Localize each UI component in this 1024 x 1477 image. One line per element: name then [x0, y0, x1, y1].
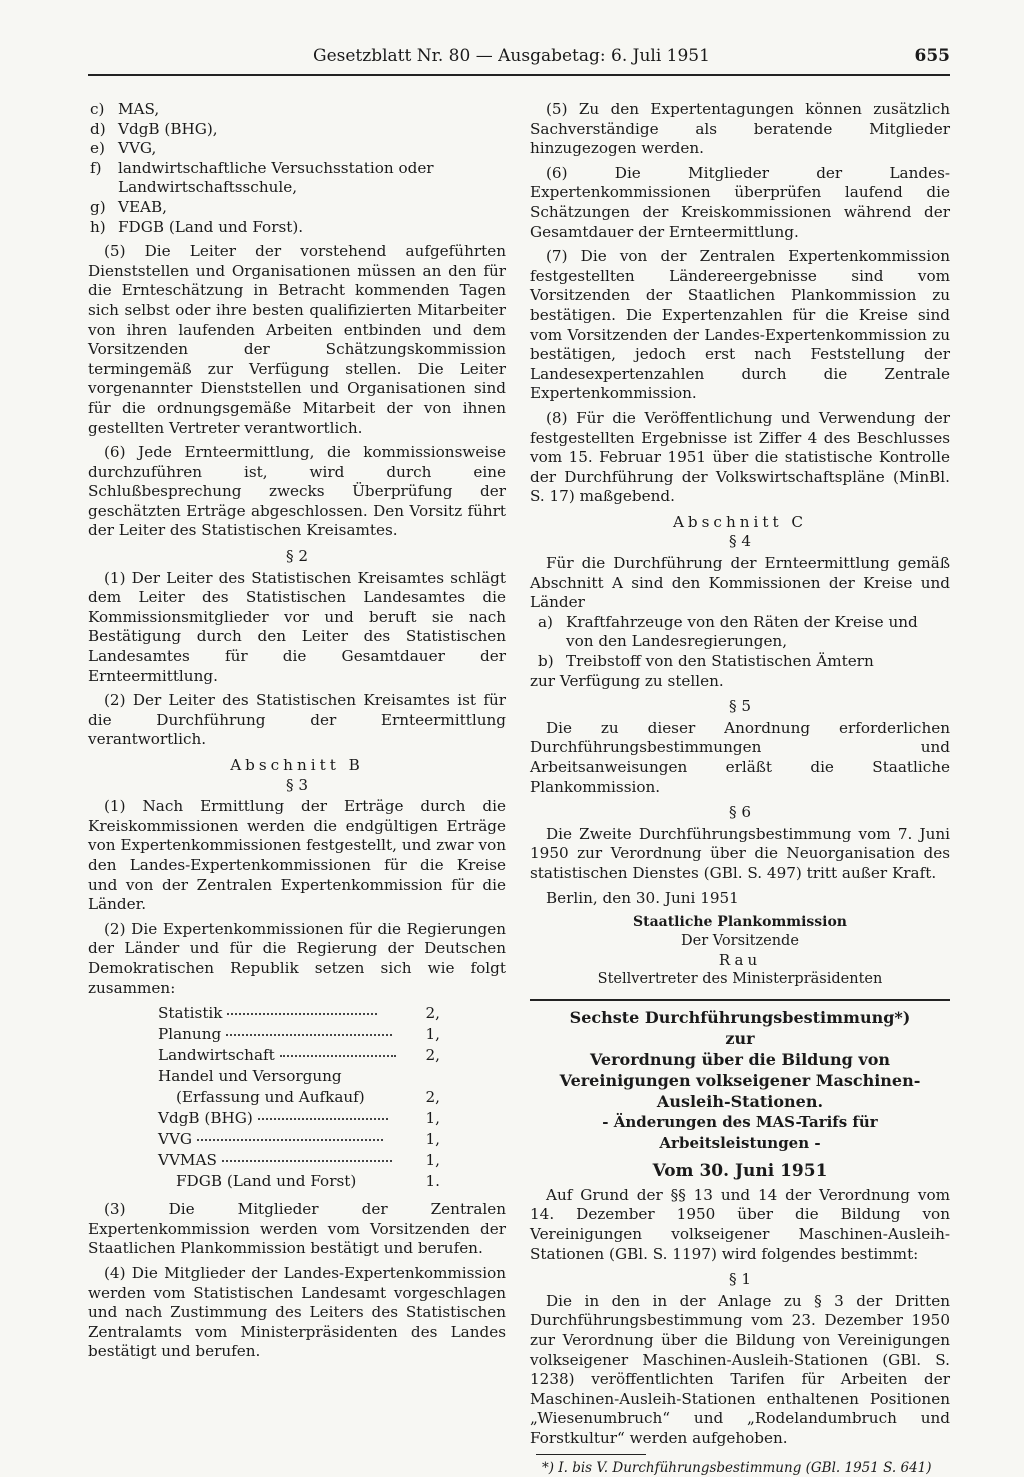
leader-dots — [222, 1160, 392, 1162]
table-label: Planung — [158, 1025, 222, 1044]
table-row — [158, 1087, 440, 1108]
leader-dots — [258, 1118, 388, 1120]
list-text: Treibstoff von den Statistischen Ämtern — [566, 652, 874, 671]
table-row — [158, 1024, 440, 1045]
table-row — [158, 1003, 440, 1024]
signature-block — [530, 913, 950, 989]
table-label: VVG — [158, 1130, 193, 1149]
section-3-paragraph-3: (3) Die Mitglieder der Zentralen Expertenkommission werden vom Vorsitzenden der Staatlichen Plankommission bestätigt und berufen. — [88, 1200, 506, 1258]
section-5-heading: § 5 — [728, 697, 752, 716]
table-value: 1, — [425, 1025, 440, 1044]
list-item — [88, 100, 506, 120]
list-mark: h) — [90, 217, 106, 236]
table-label: FDGB (Land und Forst) — [176, 1172, 357, 1191]
list-item — [530, 652, 950, 672]
section-3-paragraph-4: (4) Die Mitglieder der Landes-Expertenkommission werden vom Statistischen Landesamt vorgeschlagen und nach Zustimmung des Leiters des Statistischen Zentralamts vom Ministerpräsidenten des Landes bestätigt und berufen. — [88, 1263, 506, 1361]
list-text: VEAB, — [118, 197, 168, 216]
list-text: FDGB (Land und Forst). — [118, 217, 304, 236]
table-label: Handel und Versorgung — [158, 1067, 342, 1086]
paragraph-5: (5) Die Leiter der vorstehend aufgeführten Dienststellen und Organisationen müssen an den für die Ernteschätzung in Betracht kommenden Tagen sich selbst oder ihre besten qualifizierten Mitarbeiter von ihren laufenden Arbeiten entbinden und dem Vorsitzenden der Schätzungskommission termingemäß zur Verfügung stellen. Die Leiter vorgenannter Dienststellen und Organisationen sind für die ordnungsgemäße Mitarbeit der von ihnen gestellten Vertreter verantwortlich. — [88, 242, 506, 437]
place-and-date: Berlin, den 30. Juni 1951 — [546, 888, 739, 907]
section-5-paragraph: Die zu dieser Anordnung erforderlichen Durchführungsbestimmungen und Arbeitsanweisungen erläßt die Staatliche Plankommission. — [530, 718, 950, 796]
signature-title: Der Vorsitzende — [681, 933, 799, 950]
table-value: 1, — [425, 1130, 440, 1149]
list-mark: e) — [90, 139, 105, 158]
list-item — [88, 120, 506, 140]
table-label: (Erfassung und Aufkauf) — [176, 1088, 365, 1107]
list-mark: g) — [90, 197, 106, 216]
table-row — [158, 1108, 440, 1129]
table-value: 1. — [425, 1172, 440, 1191]
ordinance-intro: Auf Grund der §§ 13 und 14 der Verordnung vom 14. Dezember 1950 über die Bildung von Vereinigungen volkseigener Maschinen-Ausleih-Stationen (GBl. S. 1197) wird folgendes bestimmt: — [530, 1185, 950, 1263]
signature-organization: Staatliche Plankommission — [633, 914, 847, 931]
section-3-heading: § 3 — [285, 775, 309, 794]
ordinance-title-line-4: - Änderungen des MAS-Tarifs für Arbeitsleistungen - — [602, 1113, 878, 1153]
list-mark: a) — [538, 612, 553, 631]
leader-dots — [280, 1055, 396, 1057]
table-value: 2, — [425, 1004, 440, 1023]
section-4-paragraph: Für die Durchführung der Ernteermittlung gemäß Abschnitt A sind den Kommissionen der Kreise und Länder — [530, 554, 950, 612]
gazette-header: Gesetzblatt Nr. 80 — Ausgabetag: 6. Juli 1951 — [313, 46, 710, 66]
table-row — [158, 1171, 440, 1192]
paragraph-5-experts: (5) Zu den Expertentagungen können zusätzlich Sachverständige als beratende Mitglieder hinzugezogen werden. — [530, 100, 950, 158]
leader-dots — [197, 1139, 383, 1141]
table-row — [158, 1129, 440, 1150]
section-6-heading: § 6 — [728, 803, 752, 822]
section-divider — [530, 999, 950, 1001]
left-column — [88, 100, 506, 1367]
footnote-rule — [536, 1454, 646, 1455]
list-mark: b) — [538, 652, 554, 671]
ordinance-title-line-2: zur — [725, 1029, 755, 1049]
section-3-paragraph-1: (1) Nach Ermittlung der Erträge durch die Kreiskommissionen werden die endgültigen Erträge von Expertenkommissionen festgestellt, und zwar von den Landes-Expertenkommissionen für die Kreise und von der Zentralen Expertenkommission für die Länder. — [88, 797, 506, 914]
footnote: *) I. bis V. Durchführungsbestimmung (GBl. 1951 S. 641) — [542, 1460, 932, 1477]
leader-dots — [226, 1034, 392, 1036]
leader-dots — [227, 1013, 377, 1015]
table-row — [158, 1045, 440, 1066]
section-4-heading: § 4 — [728, 532, 752, 551]
section-3-paragraph-2: (2) Die Expertenkommissionen für die Regierungen der Länder und für die Regierung der Deutschen Demokratischen Republik setzen sich wie folgt zusammen: — [88, 919, 506, 997]
list-text: landwirtschaftliche Versuchsstation oder Landwirtschaftsschule, — [118, 158, 434, 197]
section-2-paragraph-1: (1) Der Leiter des Statistischen Kreisamtes schlägt dem Leiter des Statistischen Landesamtes die Kommissionsmitglieder vor und beruft sie nach Bestätigung durch den Leiter des Statistischen Landesamtes für die Gesamtdauer der Ernteermittlung. — [88, 568, 506, 685]
table-label: VdgB (BHG) — [158, 1109, 253, 1128]
list-item — [88, 159, 506, 198]
list-item — [88, 218, 506, 238]
table-value: 2, — [425, 1046, 440, 1065]
table-value: 1, — [425, 1151, 440, 1170]
list-mark: d) — [90, 119, 106, 138]
page-number: 655 — [914, 46, 950, 66]
commission-composition-table — [158, 1003, 440, 1192]
page-header — [88, 46, 950, 68]
signature-name: Rau — [718, 951, 762, 970]
right-column — [530, 100, 950, 1477]
list-text: VVG, — [118, 139, 157, 158]
abschnitt-c-heading: Abschnitt C — [672, 512, 808, 531]
list-text: MAS, — [118, 100, 160, 118]
table-label: Statistik — [158, 1004, 223, 1023]
table-value — [422, 1066, 441, 1087]
abschnitt-b-heading: Abschnitt B — [230, 756, 364, 774]
list-item — [88, 198, 506, 218]
table-row — [158, 1150, 440, 1171]
ordinance-date: Vom 30. Juni 1951 — [652, 1161, 828, 1182]
list-text: VdgB (BHG), — [118, 119, 218, 138]
table-value: 2, — [425, 1088, 440, 1107]
section-2-paragraph-2: (2) Der Leiter des Statistischen Kreisamtes ist für die Durchführung der Ernteermittlung verantwortlich. — [88, 691, 506, 749]
list-item — [88, 139, 506, 159]
list-text: Kraftfahrzeuge von den Räten der Kreise und von den Landesregierungen, — [566, 612, 918, 651]
list-mark: c) — [90, 100, 105, 118]
ordinance-section-1-paragraph: Die in den in der Anlage zu § 3 der Dritten Durchführungsbestimmung vom 23. Dezember 1950 zur Verordnung über die Bildung von Vereinigungen volkseigener Maschinen-Ausleih-Stationen (GBl. S. 1238) veröffentlichten Tarifen für Arbeiten der Maschinen-Ausleih-Stationen enthaltenen Positionen „Wiesenumbruch“ und „Rodelandumbruch und Forstkultur“ werden aufgehoben. — [530, 1291, 950, 1447]
section-4-end: zur Verfügung zu stellen. — [530, 671, 724, 690]
ordinance-section-1-heading: § 1 — [728, 1270, 752, 1289]
section-6-paragraph: Die Zweite Durchführungsbestimmung vom 7. Juni 1950 zur Verordnung über die Neuorganisation des statistischen Dienstes (GBl. S. 497) tritt außer Kraft. — [530, 824, 950, 882]
table-row — [158, 1066, 440, 1087]
list-item — [530, 613, 950, 652]
ordinance-title-line-1: Sechste Durchführungsbestimmung*) — [569, 1008, 911, 1028]
section-2-heading: § 2 — [285, 547, 309, 566]
header-rule — [88, 74, 950, 76]
ordinance-title-line-3: Verordnung über die Bildung von Vereinigungen volkseigener Maschinen-Ausleih-Stationen. — [559, 1050, 921, 1112]
paragraph-8-experts: (8) Für die Veröffentlichung und Verwendung der festgestellten Ergebnisse ist Ziffer 4 des Beschlusses vom 15. Februar 1951 über die statistische Kontrolle der Durchführung der Volkswirtschaftspläne (MinBl. S. 17) maßgebend. — [530, 408, 950, 506]
signature-role: Stellvertreter des Ministerpräsidenten — [597, 971, 883, 988]
paragraph-6-experts: (6) Die Mitglieder der Landes-Expertenkommissionen überprüfen laufend die Schätzungen der Kreiskommissionen während der Gesamtdauer der Ernteermittlung. — [530, 163, 950, 241]
paragraph-7-experts: (7) Die von der Zentralen Expertenkommission festgestellten Ländereergebnisse sind vom Vorsitzenden der Staatlichen Plankommission zu bestätigen. Die Expertenzahlen für die Kreise sind vom Vorsitzenden der Landes-Expertenkommission zu bestätigen, jedoch erst nach Feststellung der Landesexpertenzahlen durch die Zentrale Expertenkommission. — [530, 247, 950, 403]
table-value: 1, — [425, 1109, 440, 1128]
table-label: VVMAS — [158, 1151, 217, 1170]
table-label: Landwirtschaft — [158, 1046, 275, 1065]
list-mark: f) — [90, 158, 102, 177]
paragraph-6: (6) Jede Ernteermittlung, die kommissionsweise durchzuführen ist, wird durch eine Schlußbesprechung zwecks Überprüfung der geschätzten Erträge abgeschlossen. Den Vorsitz führt der Leiter des Statistischen Kreisamtes. — [88, 443, 506, 540]
